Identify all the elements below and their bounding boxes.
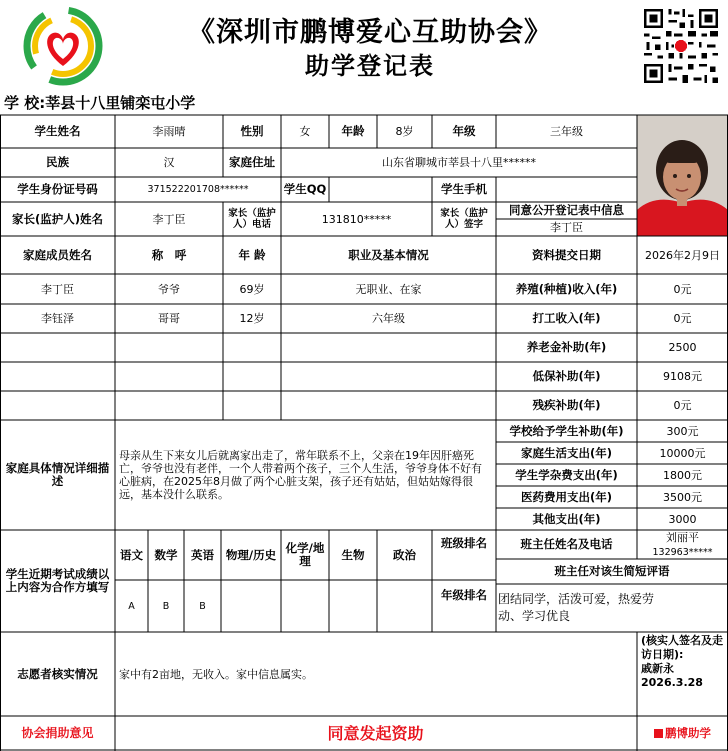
teacher-phone: 132963***** xyxy=(652,546,713,558)
subject-score xyxy=(377,580,432,632)
teacher-comment: 团结同学，活泼可爱，热爱劳动、学习优良 xyxy=(498,592,655,623)
finance-value: 10000元 xyxy=(659,446,706,460)
finance-value: 2500 xyxy=(668,341,697,354)
flag-icon xyxy=(654,729,663,738)
submit-date-label: 资料提交日期 xyxy=(532,247,601,262)
grade-rank-label: 年级排名 xyxy=(441,587,487,602)
family-member-relation: 爷爷 xyxy=(158,282,180,296)
family-age-header: 年 龄 xyxy=(238,247,266,262)
guardian-label: 家长(监护人)姓名 xyxy=(11,211,103,226)
finance-label: 养老金补助(年) xyxy=(526,340,607,354)
grade-value: 三年级 xyxy=(550,125,583,138)
family-member-age: 69岁 xyxy=(239,282,265,296)
finance-label: 学校给予学生补助(年) xyxy=(509,423,624,438)
teacher-label: 班主任姓名及电话 xyxy=(520,537,613,551)
consent-label: 同意公开登记表中信息 xyxy=(509,203,624,217)
subject-header: 化学/地理 xyxy=(285,541,325,568)
subject-score xyxy=(281,580,329,632)
student-name-label: 学生姓名 xyxy=(34,124,81,138)
submit-date: 2026年2月9日 xyxy=(645,248,720,262)
finance-label: 医药费用支出(年) xyxy=(520,489,612,504)
verify-sign-date: 2026.3.28 xyxy=(641,676,703,689)
situation-text: 母亲从生下来女儿后就离家出走了，常年联系不上，父亲在19年因肝癌死亡，爷爷也没有老伴，一个人带着两个孩子，三个人生活，爷爷身体不好有心脏病，在2025年8月做了两个心脏支架，孩子还有姑姑，但姑姑嫁得很远，基本没什么联系。 xyxy=(119,449,482,501)
exam-label: 学生近期考试成绩以上内容为合作方填写 xyxy=(5,567,110,594)
family-member-job: 六年级 xyxy=(372,312,405,325)
subject-header: 数学 xyxy=(154,547,178,562)
finance-label: 养殖(种植)收入(年) xyxy=(515,281,618,296)
family-member-job: 无职业、在家 xyxy=(355,282,422,296)
finance-label: 打工收入(年) xyxy=(532,311,601,325)
subject-score xyxy=(329,580,377,632)
verify-sign-label: (核实人签名及走访日期): xyxy=(641,634,724,661)
guardian-phone: 131810***** xyxy=(321,212,392,226)
finance-label: 家庭生活支出(年) xyxy=(520,445,612,460)
verify-text: 家中有2亩地，无收入。家中信息属实。 xyxy=(119,667,313,681)
verify-sign-box xyxy=(637,632,728,716)
family-name-header: 家庭成员姓名 xyxy=(23,247,92,262)
class-rank-label: 班级排名 xyxy=(441,536,487,550)
phone-label: 学生手机 xyxy=(441,182,487,196)
address-value: 山东省聊城市莘县十八里****** xyxy=(382,156,536,169)
family-job-header: 职业及基本情况 xyxy=(348,247,429,262)
subject-header: 语文 xyxy=(120,547,143,562)
guardian-sign-label: 家长（监护人）签字 xyxy=(440,208,488,230)
id-label: 学生身份证号码 xyxy=(17,182,98,196)
school-name: 莘县十八里铺栾屯小学 xyxy=(45,94,196,112)
verify-label: 志愿者核实情况 xyxy=(17,666,98,681)
family-member-name: 李丁臣 xyxy=(41,282,74,296)
address-label: 家庭住址 xyxy=(229,155,275,169)
grade-label: 年级 xyxy=(452,124,476,138)
student-name: 李雨晴 xyxy=(152,125,186,138)
comment-label: 班主任对该生简短评语 xyxy=(554,564,670,578)
footer-left: 协会捐助意见 xyxy=(21,726,94,740)
finance-value: 9108元 xyxy=(663,370,702,383)
finance-label: 残疾补助(年) xyxy=(532,398,601,412)
family-member-relation: 哥哥 xyxy=(158,312,180,325)
finance-value: 0元 xyxy=(673,282,692,296)
footer-right xyxy=(637,716,728,751)
family-member-name: 李钰泽 xyxy=(41,312,74,325)
finance-value: 0元 xyxy=(673,399,692,412)
ethnic-value: 汉 xyxy=(163,156,175,169)
student-photo xyxy=(637,115,728,236)
subject-header: 政治 xyxy=(393,547,416,562)
qq-label: 学生QQ xyxy=(283,182,327,196)
phone-value xyxy=(496,177,637,202)
guardian-phone-label: 家长（监护人）电话 xyxy=(228,208,276,230)
finance-value: 3000 xyxy=(668,512,697,526)
id-value: 371522201708****** xyxy=(147,184,249,195)
form-title: 《深圳市鹏博爱心互助协会》 xyxy=(188,17,552,48)
guardian-name: 李丁臣 xyxy=(152,212,186,226)
age-label: 年龄 xyxy=(341,124,365,138)
subject-score: B xyxy=(199,600,206,612)
finance-value: 3500元 xyxy=(663,490,702,504)
subject-header: 生物 xyxy=(341,547,365,562)
subject-header: 物理/历史 xyxy=(225,547,277,562)
school-label: 学 校: xyxy=(4,94,46,112)
finance-value: 1800元 xyxy=(663,468,702,482)
teacher-name: 刘丽平 xyxy=(666,531,699,544)
footer-decision: 同意发起资助 xyxy=(327,724,424,743)
finance-label: 其他支出(年) xyxy=(532,511,601,526)
verify-sign-name: 戚新永 xyxy=(641,662,674,675)
subject-score: B xyxy=(162,600,170,612)
situation-label: 家庭具体情况详细描述 xyxy=(5,461,110,488)
age-value: 8岁 xyxy=(395,125,414,138)
subject-header: 英语 xyxy=(191,547,214,562)
family-relation-header: 称 呼 xyxy=(151,247,187,262)
finance-label: 低保补助(年) xyxy=(532,369,601,383)
finance-value: 0元 xyxy=(673,312,692,325)
subject-score: A xyxy=(128,600,135,612)
finance-value: 300元 xyxy=(666,424,699,438)
qq-value xyxy=(329,177,432,202)
gender-label: 性别 xyxy=(240,124,264,138)
subject-score xyxy=(221,580,281,632)
form-subtitle: 助学登记表 xyxy=(305,51,435,80)
finance-label: 学生学杂费支出(年) xyxy=(515,467,618,482)
gender-value: 女 xyxy=(299,125,311,138)
family-member-age: 12岁 xyxy=(239,312,265,325)
footer-right-label: 鹏博助学 xyxy=(665,726,711,740)
consent-name: 李丁臣 xyxy=(550,221,583,234)
ethnic-label: 民族 xyxy=(46,155,69,169)
